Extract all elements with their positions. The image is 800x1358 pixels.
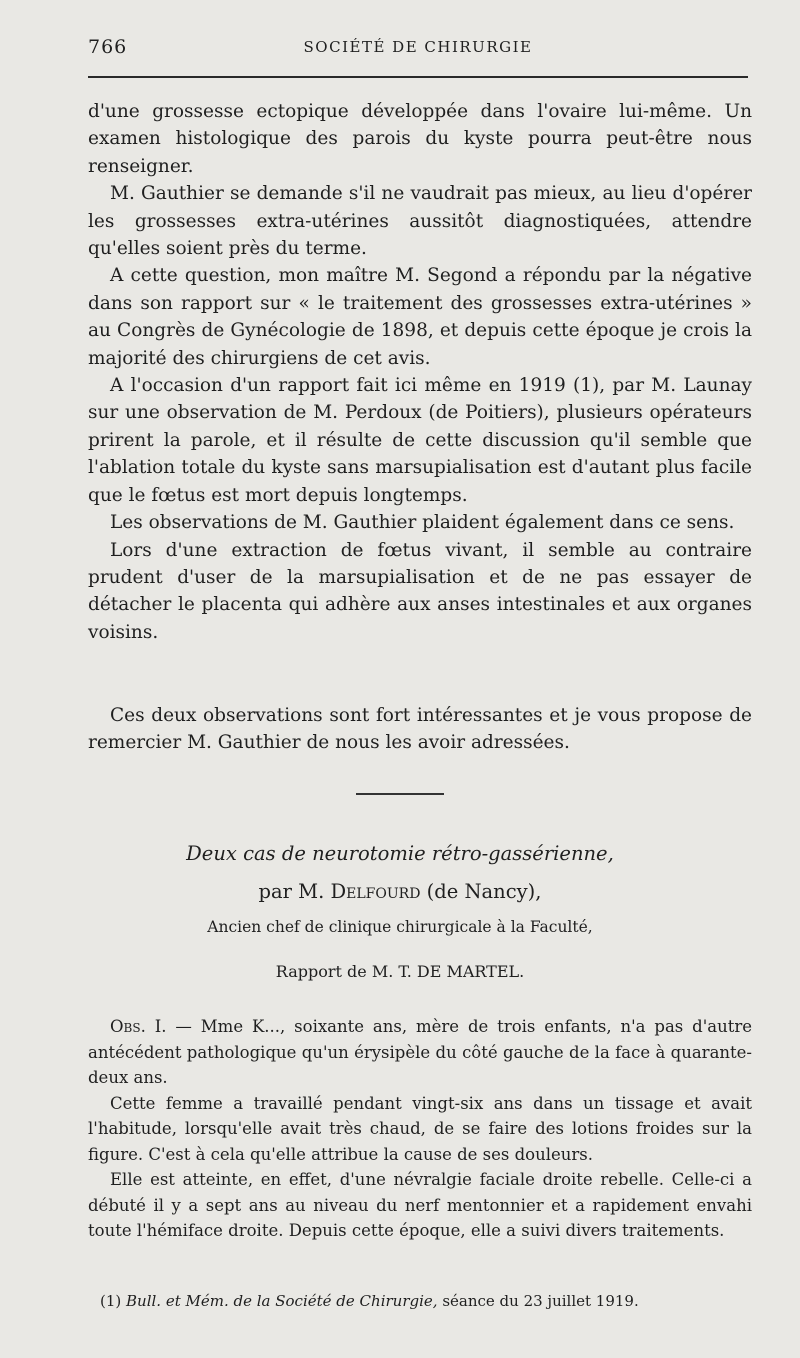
paragraph: A cette question, mon maître M. Segond a répondu par la négative dans son rapport sur « le traitement des grossesses extra-utérines » au Congrès de Gynécologie de 1898, et depuis cette époque je crois la majorité des chirurgiens de cet avis. (88, 265, 752, 369)
page-header (88, 36, 748, 66)
author-affiliation: Ancien chef de clinique chirurgicale à la Faculté, (207, 918, 593, 936)
observation-text-rest: — Mme K..., soixante ans, mère de trois enfants, n'a pas d'autre antécédent pathologique qu'un érysipèle du côté gauche de la face à quarante-deux ans. (88, 1017, 752, 1087)
body-text-top (88, 98, 752, 646)
observation-paragraph: Elle est atteinte, en effet, d'une névralgie faciale droite rebelle. Celle-ci a débuté il y a sept ans au niveau du nerf mentonnier et a rapidement envahi toute l'hémiface droite. Depuis cette époque, elle a suivi divers traitements. (88, 1170, 752, 1240)
article-author (0, 880, 800, 903)
paragraph: Les observations de M. Gauthier plaident également dans ce sens. (110, 512, 735, 534)
author-suffix: (de Nancy), (420, 880, 542, 903)
page-number: 766 (88, 36, 128, 58)
paragraph: Lors d'une extraction de fœtus vivant, il semble au contraire prudent d'user de la marsupialisation et de ne pas essayer de détacher le placenta qui adhère aux anses intestinales et aux organes voisins. (88, 539, 752, 643)
conclusion-paragraph: Ces deux observations sont fort intéressantes et je vous propose de remercier M. Gauthier de nous les avoir adressées. (88, 705, 752, 754)
observation-paragraph (88, 1014, 752, 1091)
footnote-date: séance du 23 juillet 1919. (437, 1292, 639, 1310)
footnote-source: Bull. et Mém. de la Société de Chirurgie, (126, 1292, 438, 1310)
footnote-marker: (1) (100, 1292, 127, 1310)
observation-paragraph: Cette femme a travaillé pendant vingt-six ans dans un tissage et avait l'habitude, lorsqu'elle avait très chaud, de se faire des lotions froides sur la figure. C'est à cela qu'elle attribue la cause de ses douleurs. (88, 1093, 752, 1164)
paragraph: M. Gauthier se demande s'il ne vaudrait pas mieux, au lieu d'opérer les grossesses extra-utérines aussitôt diagnostiquées, attendre qu'elles soient près du terme. (88, 183, 752, 260)
author-prefix: par M. (258, 880, 331, 903)
header-rule (88, 76, 748, 78)
author-name: Delfourd (330, 880, 421, 903)
observation-text (88, 1014, 752, 1244)
observation-label: Obs. I. (110, 1017, 167, 1036)
section-separator (356, 793, 444, 795)
paragraph: d'une grossesse ectopique développée dans l'ovaire lui-même. Un examen histologique des parois du kyste pourra peut-être nous renseigner. (88, 101, 752, 177)
conclusion-text (88, 702, 752, 757)
running-title: SOCIÉTÉ DE CHIRURGIE (303, 38, 533, 56)
paragraph: A l'occasion d'un rapport fait ici même en 1919 (1), par M. Launay sur une observation de M. Perdoux (de Poitiers), plusieurs opérateurs prirent la parole, et il résulte de cette discussion qu'il semble que l'ablation totale du kyste sans marsupialisation est d'autant plus facile que le fœtus est mort depuis longtemps. (88, 375, 752, 506)
report-line: Rapport de M. T. DE MARTEL. (275, 962, 525, 981)
article-title: Deux cas de neurotomie rétro-gassérienne, (186, 842, 614, 865)
footnote (100, 1292, 760, 1310)
